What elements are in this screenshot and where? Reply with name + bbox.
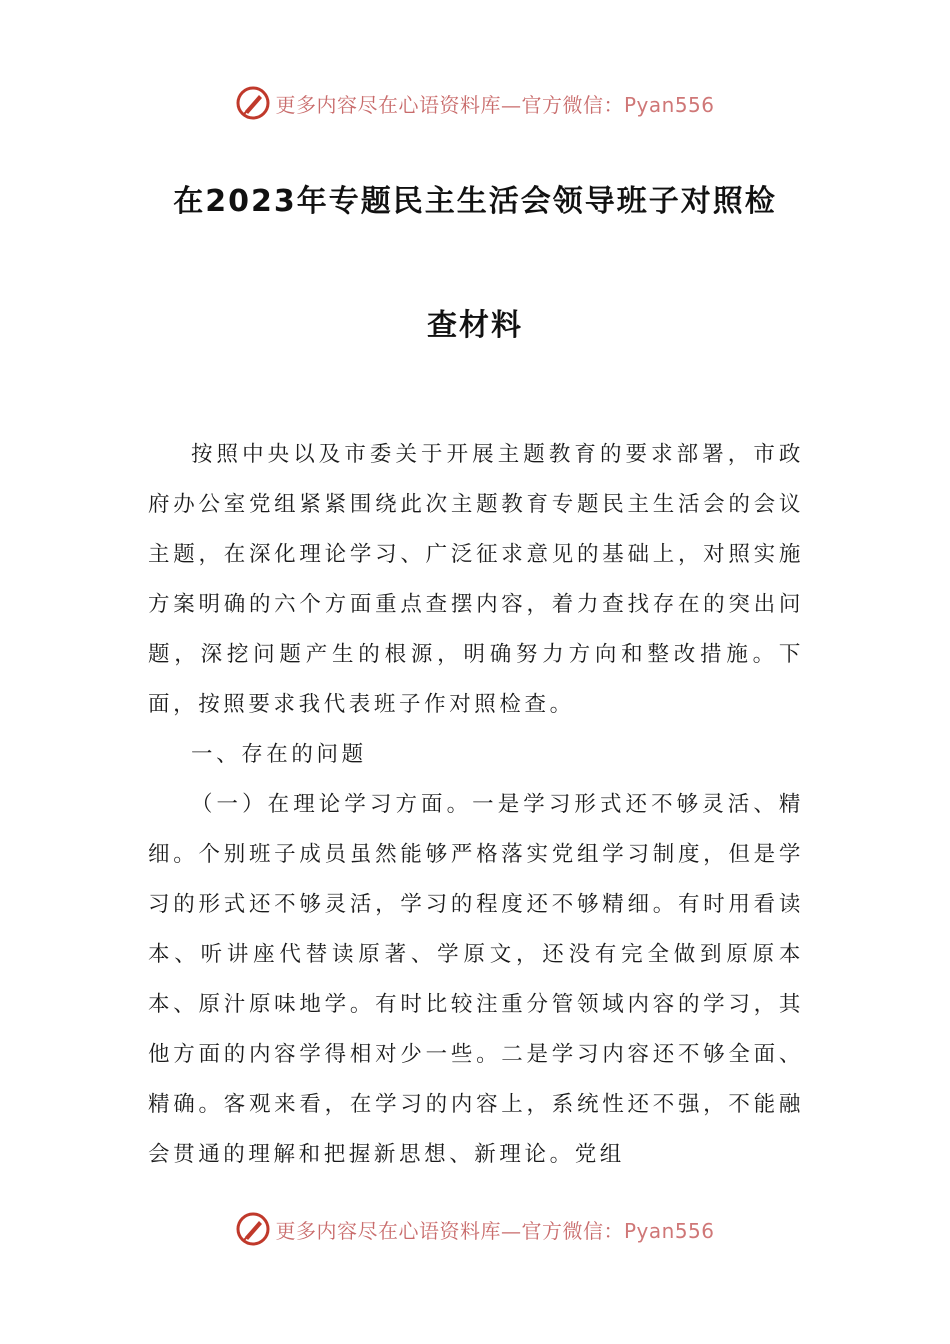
watermark-text: 更多内容尽在心语资料库—官方微信：Pyan556 — [275, 92, 715, 117]
intro-paragraph: 按照中央以及市委关于开展主题教育的要求部署，市政府办公室党组紧紧围绕此次主题教育专题民主生活会的会议主题，在深化理论学习、广泛征求意见的基础上，对照实施方案明确的六个方面重点查摆内容，着力查找存在的突出问题，深挖问题产生的根源，明确努力方向和整改措施。下面，按照要求我代表班子作对照检查。 — [148, 442, 804, 717]
theory-study-paragraph: （一）在理论学习方面。一是学习形式还不够灵活、精细。个别班子成员虽然能够严格落实党组学习制度，但是学习的形式还不够灵活，学习的程度还不够精细。有时用看读本、听讲座代替读原著、学原文，还没有完全做到原原本本、原汁原味地学。有时比较注重分管领域内容的学习，其他方面的内容学得相对少一些。二是学习内容还不够全面、精确。客观来看，在学习的内容上，系统性还不强，不能融会贯通的理解和把握新思想、新理论。党组 — [148, 792, 804, 1167]
wechat-id: Pyan556 — [623, 92, 715, 117]
document-title-line-2: 查材料 — [427, 308, 523, 343]
header-watermark-banner — [0, 83, 950, 123]
wechat-id: Pyan556 — [623, 1218, 715, 1243]
section-heading-problems: 一、存在的问题 — [191, 742, 367, 767]
footer-watermark-banner — [0, 1209, 950, 1249]
pen-logo-icon — [235, 1211, 271, 1247]
watermark-text: 更多内容尽在心语资料库—官方微信：Pyan556 — [275, 1218, 715, 1243]
pen-logo-icon — [235, 85, 271, 121]
document-body — [148, 430, 804, 1180]
document-title-line-1: 在2023年专题民主生活会领导班子对照检 — [173, 184, 777, 219]
